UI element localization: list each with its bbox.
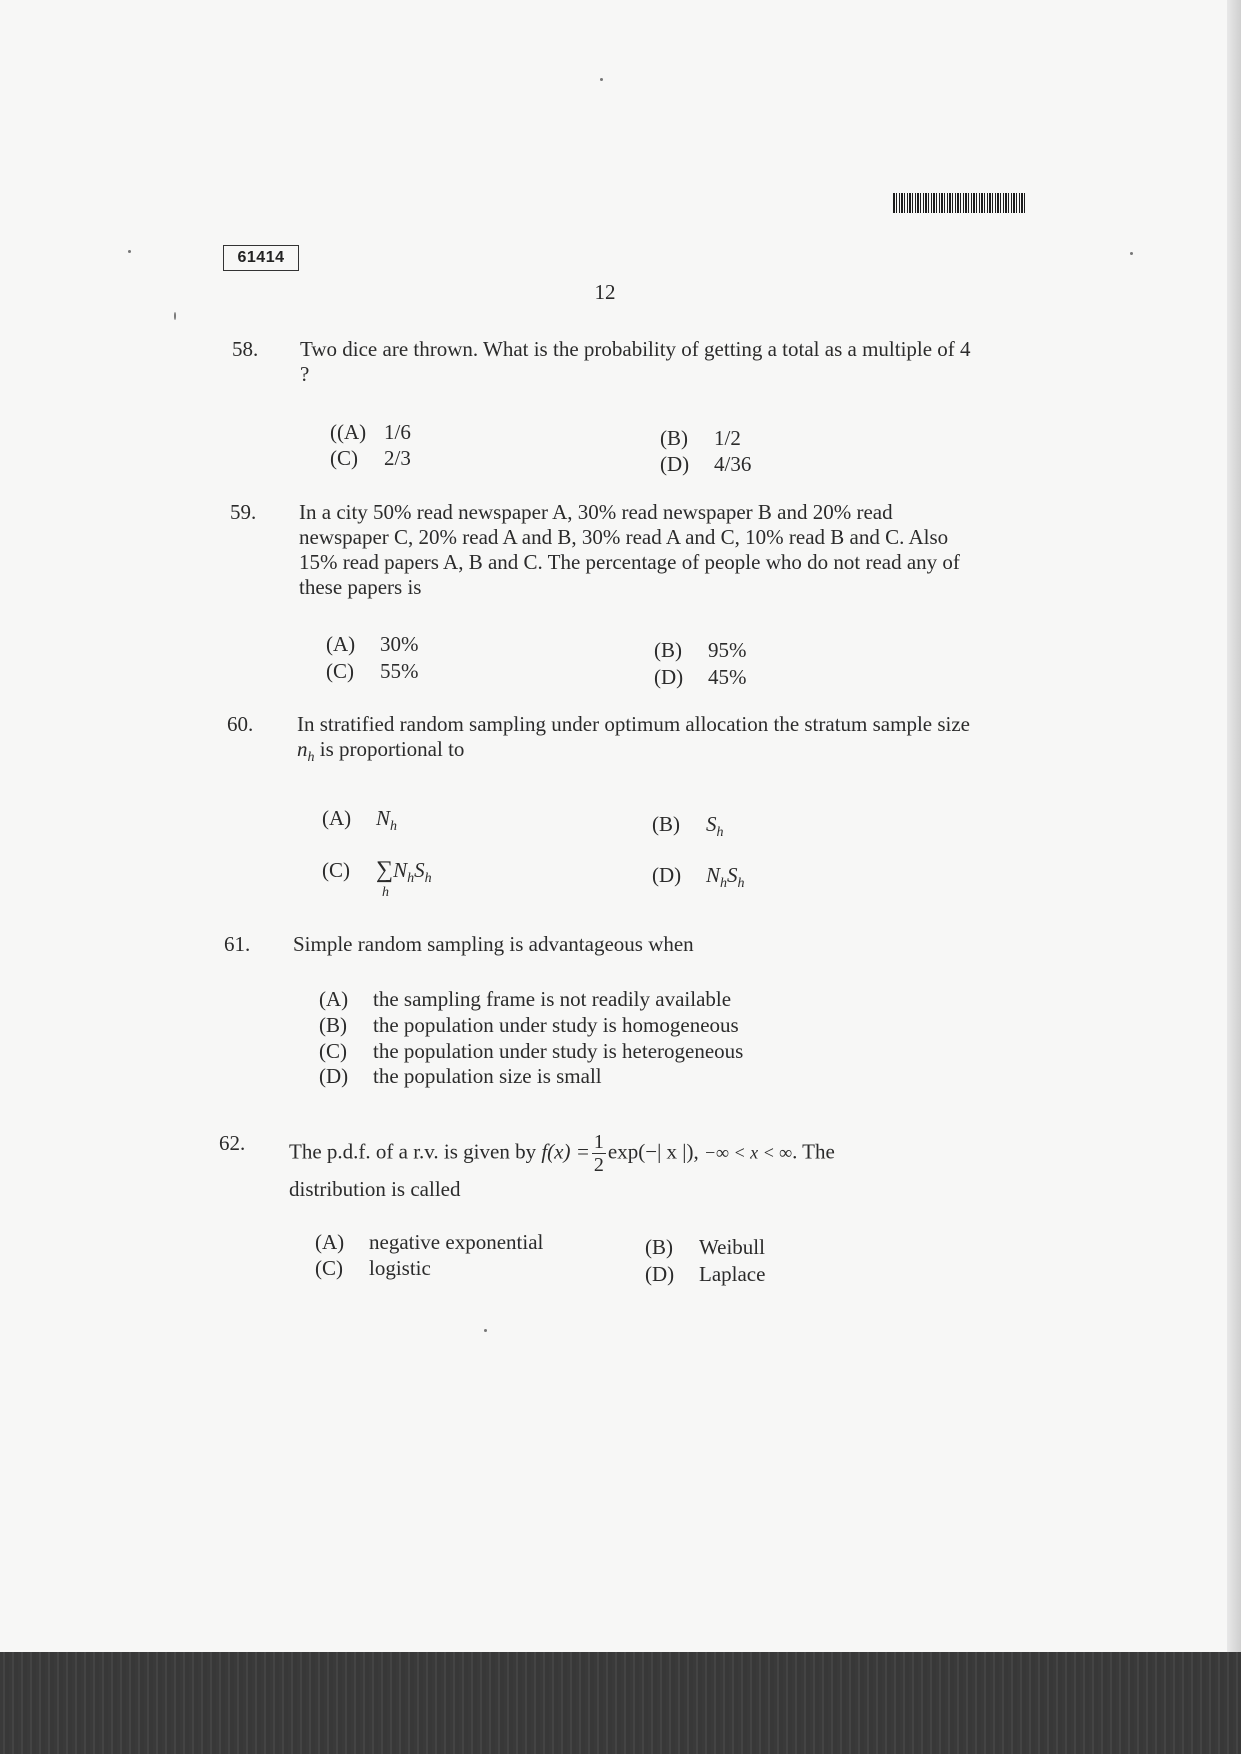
option-d — [660, 452, 751, 477]
option-value: $N_hS_h$ — [393, 858, 432, 886]
summation-symbol: ∑ h — [376, 857, 394, 900]
question-text-continuation: distribution is called — [289, 1177, 461, 1201]
option-label: (C) — [319, 1039, 347, 1063]
option-label: (B) — [652, 812, 680, 836]
option-c — [326, 659, 419, 684]
option-value: 95% — [708, 638, 747, 662]
option-b — [319, 1013, 739, 1038]
option-value: Weibull — [699, 1235, 765, 1259]
option-label: ((A) — [330, 420, 367, 444]
question-number: 58. — [232, 337, 259, 361]
option-d — [645, 1262, 765, 1287]
option-value: 2/3 — [384, 446, 411, 470]
option-label: (A) — [322, 806, 352, 830]
option-value: $N_h$ — [376, 806, 398, 834]
page-number: 12 — [594, 280, 616, 304]
option-label: (A) — [315, 1230, 345, 1254]
question-number: 60. — [227, 712, 254, 736]
option-value: the population size is small — [373, 1064, 602, 1088]
option-b — [652, 812, 724, 845]
option-value: negative exponential — [369, 1230, 544, 1254]
scanner-bed-background — [0, 1652, 1241, 1754]
option-label: (B) — [319, 1013, 347, 1037]
question-text: Two dice are thrown. What is the probability of getting a total as a multiple of 4 ? — [300, 337, 971, 386]
option-c — [330, 446, 411, 471]
formula-domain: −∞ < x < ∞ — [703, 1142, 793, 1163]
question-text: The p.d.f. of a r.v. is given by f(x) = $\frac{1}{2}$ exp(−| x |), −∞ < x < ∞. The — [289, 1131, 835, 1176]
option-value: logistic — [369, 1256, 431, 1280]
option-d — [654, 665, 747, 690]
question-text: In stratified random sampling under optimum allocation the stratum sample size $n_h$ is proportional to — [297, 712, 971, 765]
scan-speck — [1130, 252, 1133, 255]
paper-code: 61414 — [237, 249, 285, 266]
option-d — [652, 863, 745, 896]
formula-fraction: $\frac{1}{2}$ — [593, 1131, 604, 1176]
question-number: 61. — [224, 932, 251, 956]
option-label: (C) — [330, 446, 358, 470]
paper-code-box — [223, 245, 299, 271]
option-c — [322, 857, 432, 900]
formula-rhs: exp(−| x |), — [607, 1139, 699, 1164]
option-b — [660, 426, 741, 451]
option-value: Laplace — [699, 1262, 766, 1286]
option-b — [654, 638, 747, 663]
option-label: (C) — [315, 1256, 343, 1280]
option-c — [315, 1256, 431, 1281]
option-value: 1/2 — [714, 426, 741, 450]
option-a — [319, 987, 731, 1012]
scan-speck — [484, 1329, 487, 1332]
option-c — [319, 1039, 743, 1064]
option-label: (D) — [652, 863, 682, 887]
option-a — [322, 806, 397, 839]
scan-speck — [128, 250, 131, 253]
question-number: 59. — [230, 500, 257, 524]
option-label: (B) — [660, 426, 688, 450]
option-value: 1/6 — [384, 420, 411, 444]
question-text: In a city 50% read newspaper A, 30% read newspaper B and 20% read newspaper C, 20% read A and B, 30% read A and C, 10% read B and C. Also 15% read papers A, B and C. The percentage of people who do not read any of these papers is — [299, 500, 960, 599]
option-value: the population under study is heterogeneous — [373, 1039, 744, 1063]
option-a — [330, 420, 411, 445]
question-62-line2 — [289, 1177, 460, 1202]
option-value: $N_hS_h$ — [706, 863, 745, 891]
option-label: (D) — [660, 452, 690, 476]
barcode — [893, 193, 1025, 213]
option-value: 45% — [708, 665, 747, 689]
option-a — [315, 1230, 543, 1255]
option-label: (B) — [654, 638, 682, 662]
question-text: Simple random sampling is advantageous when — [293, 932, 694, 956]
option-d — [319, 1064, 602, 1089]
option-a — [326, 632, 419, 657]
formula-lhs: f(x) = — [541, 1139, 590, 1164]
option-value: $S_h$ — [706, 812, 724, 840]
option-label: (A) — [326, 632, 356, 656]
option-label: (A) — [319, 987, 349, 1011]
option-value: the population under study is homogeneous — [373, 1013, 739, 1037]
option-value: 4/36 — [714, 452, 752, 476]
option-value: 55% — [380, 659, 419, 683]
option-label: (D) — [645, 1262, 675, 1286]
option-value: 30% — [380, 632, 419, 656]
option-label: (C) — [322, 858, 350, 882]
scan-speck — [600, 78, 603, 81]
option-label: (D) — [319, 1064, 349, 1088]
option-label: (D) — [654, 665, 684, 689]
sample-size-symbol: $n_h$ — [297, 737, 315, 765]
question-number: 62. — [219, 1131, 246, 1155]
option-b — [645, 1235, 765, 1260]
scan-speck — [174, 312, 176, 320]
option-label: (C) — [326, 659, 354, 683]
page-edge-shadow — [1227, 0, 1241, 1652]
option-value: the sampling frame is not readily available — [373, 987, 732, 1011]
option-label: (B) — [645, 1235, 673, 1259]
